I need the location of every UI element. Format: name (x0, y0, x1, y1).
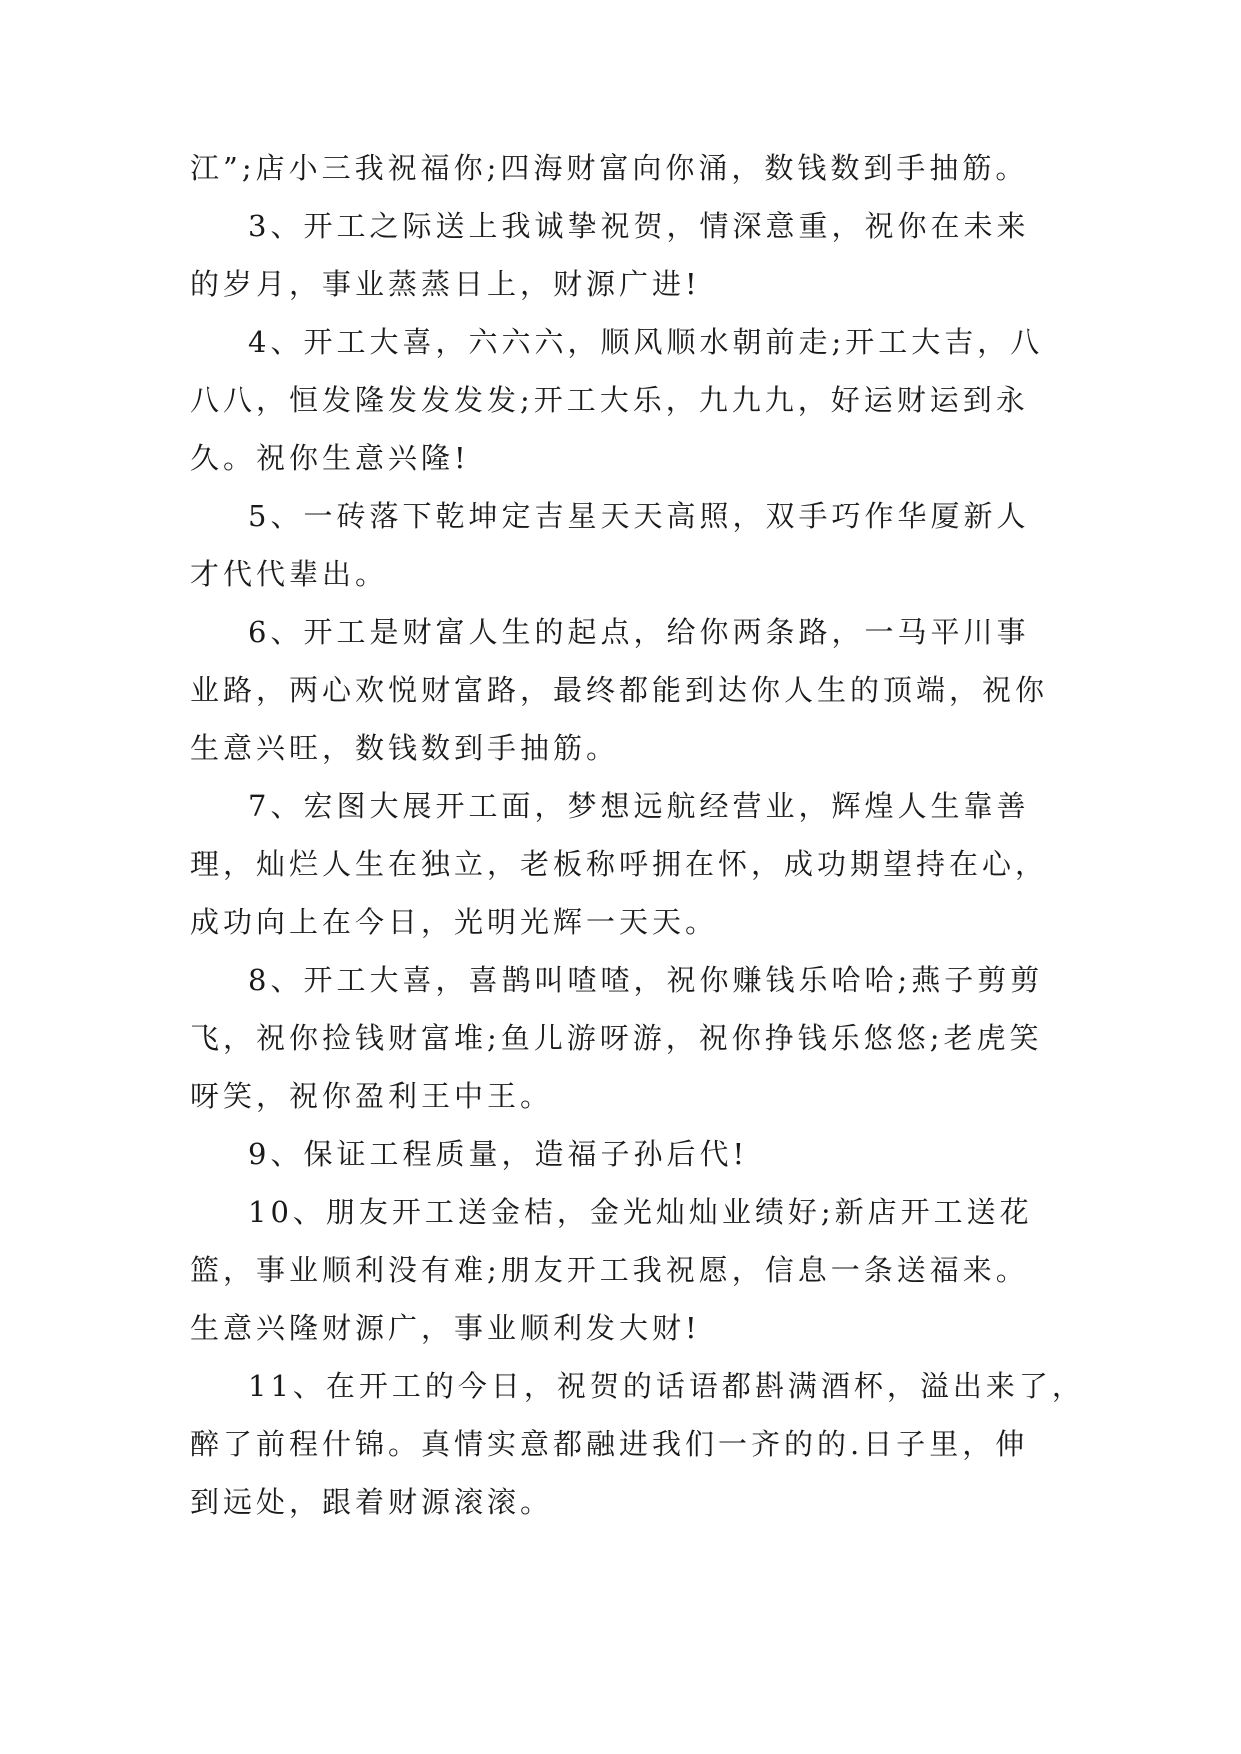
item-9-line-1: 9、保证工程质量，造福子孙后代! (248, 1137, 749, 1171)
item-11-line-2: 醉了前程什锦。真情实意都融进我们一齐的的.日子里，伸 (190, 1427, 1029, 1461)
item-10-line-2: 篮，事业顺利没有难;朋友开工我祝愿，信息一条送福来。 (190, 1253, 1029, 1287)
item-10-line-1: 10、朋友开工送金桔，金光灿灿业绩好;新店开工送花 (248, 1195, 1033, 1229)
item-8-line-3: 呀笑，祝你盈利王中王。 (190, 1079, 554, 1113)
item-7-line-3: 成功向上在今日，光明光辉一天天。 (190, 905, 719, 939)
item-11-line-1: 11、在开工的今日，祝贺的话语都斟满酒杯，溢出来了， (248, 1369, 1085, 1403)
item-6-line-3: 生意兴旺，数钱数到手抽筋。 (190, 731, 620, 765)
item-3-line-2: 的岁月，事业蒸蒸日上，财源广进! (190, 267, 701, 301)
item-5-line-2: 才代代辈出。 (190, 557, 389, 591)
item-8-line-1: 8、开工大喜，喜鹊叫喳喳，祝你赚钱乐哈哈;燕子剪剪 (248, 963, 1044, 997)
item-4-line-2: 八八，恒发隆发发发发;开工大乐，九九九，好运财运到永 (190, 383, 1029, 417)
item-3-line-1: 3、开工之际送上我诚挚祝贺，情深意重，祝你在未来 (248, 209, 1030, 243)
item-7-line-2: 理，灿烂人生在独立，老板称呼拥在怀，成功期望持在心， (190, 847, 1049, 881)
item-5-line-1: 5、一砖落下乾坤定吉星天天高照，双手巧作华厦新人 (248, 499, 1030, 533)
text-line: 江”;店小三我祝福你;四海财富向你涌，数钱数到手抽筋。 (190, 151, 1029, 185)
item-6-line-1: 6、开工是财富人生的起点，给你两条路，一马平川事 (248, 615, 1030, 649)
item-10-line-3: 生意兴隆财源广，事业顺利发大财! (190, 1311, 701, 1345)
item-8-line-2: 飞，祝你捡钱财富堆;鱼儿游呀游，祝你挣钱乐悠悠;老虎笑 (190, 1021, 1043, 1055)
item-4-line-1: 4、开工大喜，六六六，顺风顺水朝前走;开工大吉，八 (248, 325, 1044, 359)
item-6-line-2: 业路，两心欢悦财富路，最终都能到达你人生的顶端，祝你 (190, 673, 1049, 707)
item-4-line-3: 久。祝你生意兴隆! (190, 441, 470, 475)
item-11-line-3: 到远处，跟着财源滚滚。 (190, 1485, 554, 1519)
item-7-line-1: 7、宏图大展开工面，梦想远航经营业，辉煌人生靠善 (248, 789, 1030, 823)
